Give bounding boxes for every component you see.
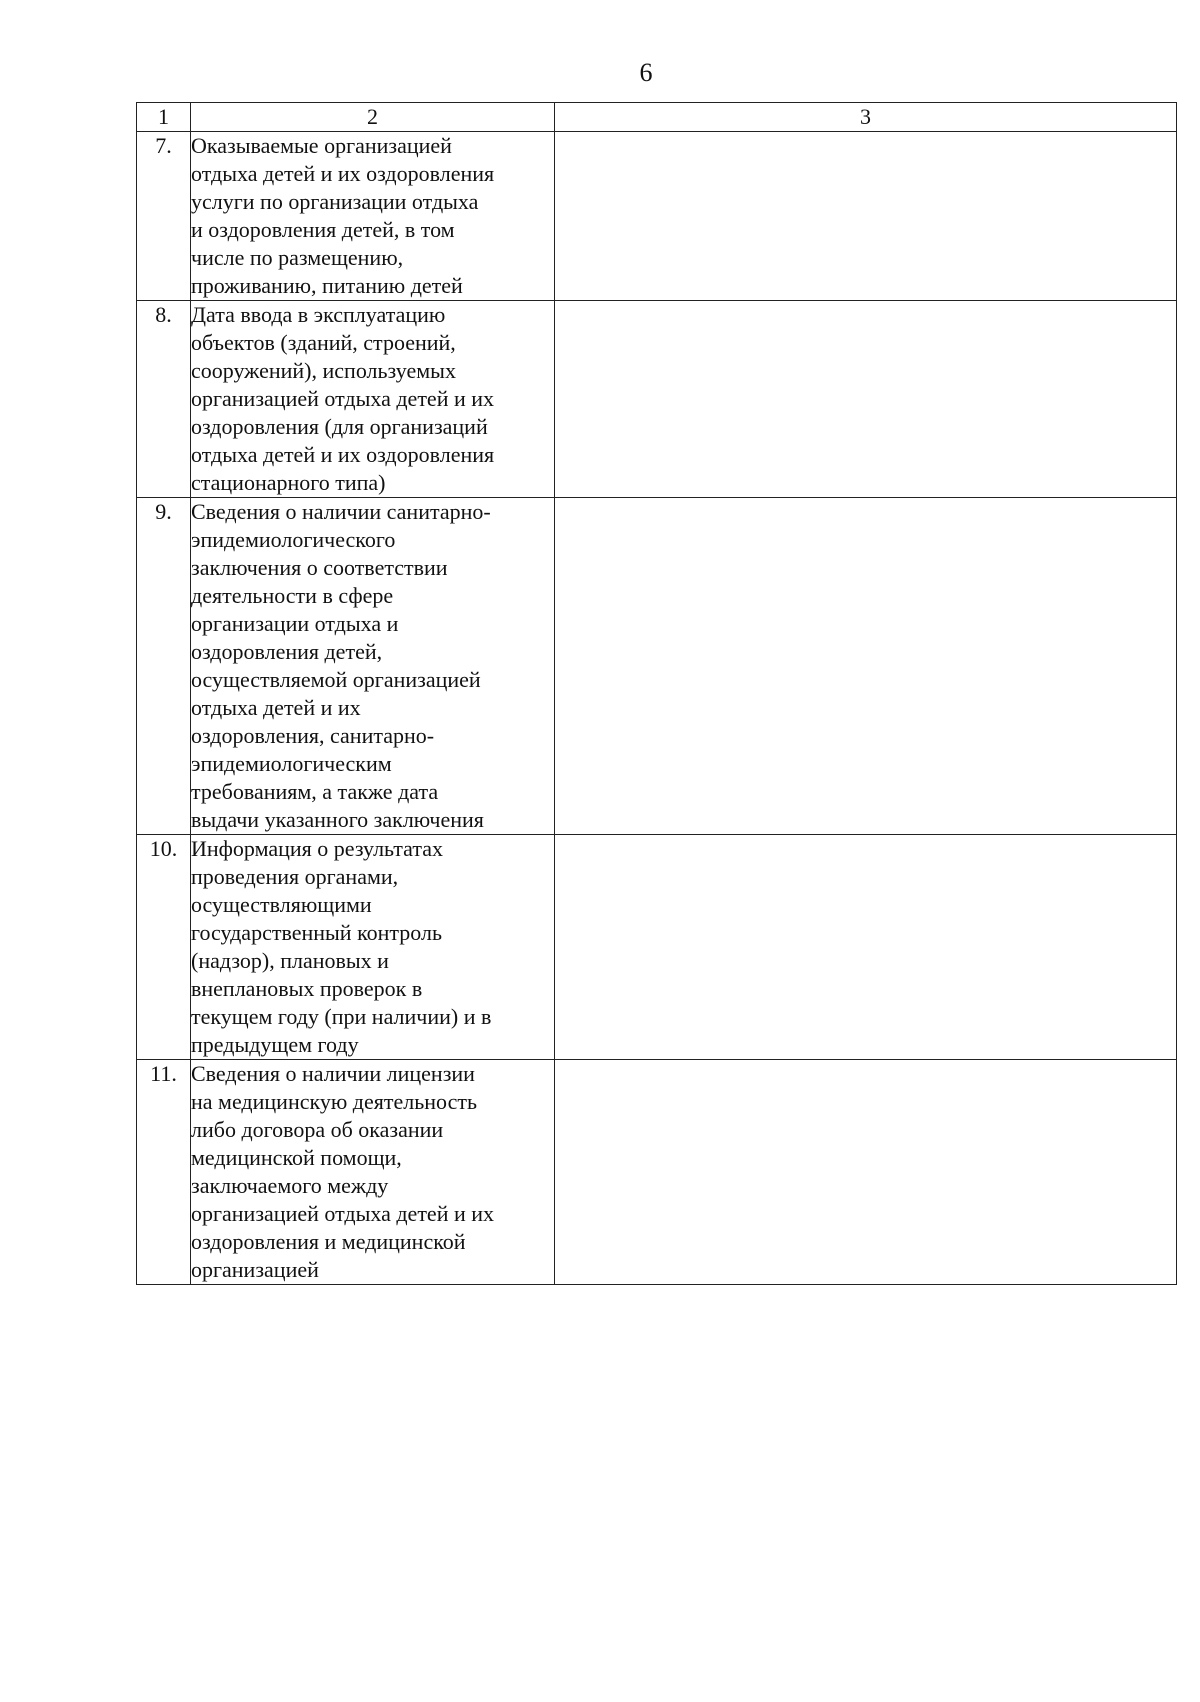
description-line: сооружений), используемых [191,358,456,383]
description-line: отдыха детей и их [191,695,361,720]
description-line: числе по размещению, [191,245,404,270]
description-line: осуществляемой организацией [191,667,481,692]
row-number: 10. [137,835,191,1060]
row-number: 7. [137,132,191,301]
row-number: 8. [137,301,191,498]
description-line: эпидемиологического [191,527,396,552]
description-line: проживанию, питанию детей [191,273,463,298]
table-row [137,301,1177,498]
description-line: организацией отдыха детей и их [191,1201,495,1226]
table-row [137,132,1177,301]
description-line: оздоровления, санитарно- [191,723,435,748]
description-line: объектов (зданий, строений, [191,330,456,355]
description-line: Сведения о наличии лицензии [191,1061,475,1086]
table-header-row [137,103,1177,132]
page-number: 6 [639,58,653,87]
description-line: заключения о соответствии [191,555,448,580]
form-table [136,102,1177,1285]
description-line: Информация о результатах [191,836,443,861]
description-line: Оказываемые организацией [191,133,452,158]
description-line: проведения органами, [191,864,399,889]
description-line: текущем году (при наличии) и в [191,1004,492,1029]
row-description [191,132,555,301]
column-header-3: 3 [555,103,1177,132]
description-line: эпидемиологическим [191,751,392,776]
column-header-2: 2 [191,103,555,132]
description-line: Сведения о наличии санитарно- [191,499,491,524]
description-line: отдыха детей и их оздоровления [191,161,495,186]
description-line: оздоровления и медицинской [191,1229,466,1254]
description-line: организацией отдыха детей и их [191,386,495,411]
description-line: заключаемого между [191,1173,389,1198]
description-line: внеплановых проверок в [191,976,423,1001]
description-line: предыдущем году [191,1032,359,1057]
row-description [191,835,555,1060]
description-line: (надзор), плановых и [191,948,389,973]
description-line: требованиям, а также дата [191,779,439,804]
row-value-cell [555,132,1177,301]
table-row [137,498,1177,835]
row-number: 9. [137,498,191,835]
description-line: либо договора об оказании [191,1117,444,1142]
column-header-1: 1 [137,103,191,132]
description-line: отдыха детей и их оздоровления [191,442,495,467]
description-line: деятельности в сфере [191,583,394,608]
row-description [191,1060,555,1285]
description-line: государственный контроль [191,920,443,945]
row-description [191,301,555,498]
description-line: оздоровления (для организаций [191,414,488,439]
description-line: медицинской помощи, [191,1145,402,1170]
description-line: Дата ввода в эксплуатацию [191,302,446,327]
row-value-cell [555,835,1177,1060]
description-line: организации отдыха и [191,611,399,636]
description-line: выдачи указанного заключения [191,807,484,832]
row-number: 11. [137,1060,191,1285]
description-line: на медицинскую деятельность [191,1089,477,1114]
table-row [137,1060,1177,1285]
table-row [137,835,1177,1060]
description-line: осуществляющими [191,892,372,917]
description-line: организацией [191,1257,319,1282]
row-value-cell [555,301,1177,498]
description-line: оздоровления детей, [191,639,383,664]
row-value-cell [555,498,1177,835]
row-description [191,498,555,835]
row-value-cell [555,1060,1177,1285]
description-line: и оздоровления детей, в том [191,217,455,242]
description-line: стационарного типа) [191,470,386,495]
description-line: услуги по организации отдыха [191,189,479,214]
